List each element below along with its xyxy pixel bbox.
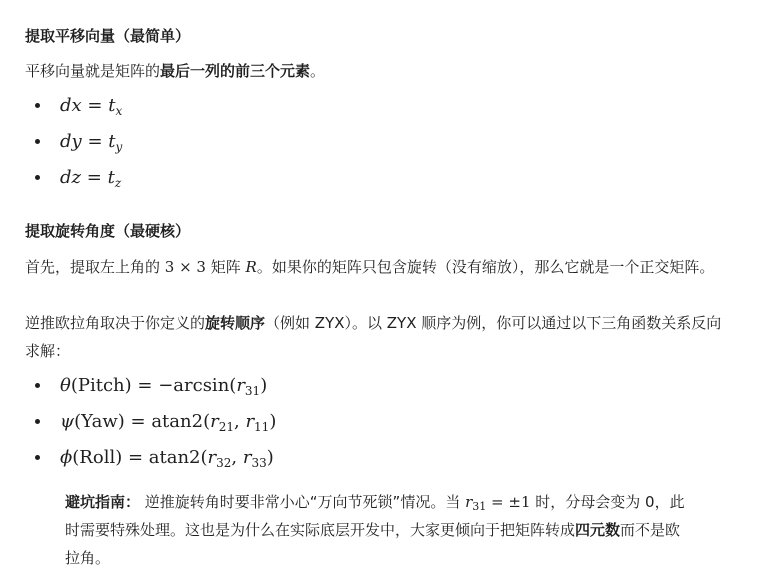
note-label: 避坑指南： bbox=[65, 493, 141, 511]
formula-rhs: = atan2( bbox=[124, 411, 211, 432]
formula-equals: = bbox=[87, 95, 103, 116]
formula-sub: 32 bbox=[216, 456, 232, 470]
formula-comma: , bbox=[233, 411, 246, 432]
list-item-yaw bbox=[0, 410, 700, 434]
section-heading-rotation: 提取旋转角度（最硬核） bbox=[25, 222, 191, 240]
formula-r: r bbox=[210, 411, 219, 432]
formula-close: ) bbox=[260, 375, 268, 396]
formula-comma: , bbox=[231, 447, 243, 468]
note-text-end: 而不是欧拉角。 bbox=[65, 521, 681, 567]
formula-close: ) bbox=[266, 447, 274, 468]
formula-var: t bbox=[107, 167, 115, 188]
note-text: 逆推旋转角时要非常小心“万向节死锁”情况。当 bbox=[140, 493, 466, 511]
formula-dy bbox=[60, 130, 122, 154]
note-math-r: r bbox=[465, 493, 473, 511]
list-item-roll bbox=[0, 446, 700, 470]
note-text-rest: 时，分母会变为 0，此时需要特殊处理。这也是为什么在实际底层开发中，大家更倾向于把矩阵转成 bbox=[65, 493, 685, 539]
formula-close: ) bbox=[269, 411, 277, 432]
p1-math-size: 3 × 3 bbox=[164, 258, 206, 276]
formula-r: r bbox=[242, 447, 252, 468]
list-item-dx bbox=[0, 94, 700, 118]
formula-sub: y bbox=[115, 140, 123, 154]
intro-suffix: 。 bbox=[310, 62, 326, 80]
p2-text-rest: （例如 ZYX）。以 ZYX 顺序为例，你可以通过以下三角函数关系反向求解： bbox=[25, 314, 722, 360]
formula-lhs: dx bbox=[60, 95, 82, 116]
formula-name: (Roll) bbox=[72, 447, 123, 468]
p1-text-rest: 。如果你的矩阵只包含旋转（没有缩放），那么它就是一个正交矩阵。 bbox=[256, 258, 715, 276]
bullet-dot bbox=[35, 175, 40, 180]
note-math-eq: = ±1 bbox=[486, 493, 531, 511]
formula-name: (Pitch) bbox=[70, 375, 132, 396]
formula-name: (Yaw) bbox=[74, 411, 125, 432]
intro-bold: 最后一列的前三个元素 bbox=[160, 62, 311, 80]
p1-text: 首先，提取左上角的 bbox=[25, 258, 165, 276]
intro-text: 平移向量就是矩阵的 bbox=[25, 62, 161, 80]
formula-sub: z bbox=[114, 176, 122, 190]
formula-equals: = bbox=[86, 167, 102, 188]
formula-sub: 21 bbox=[218, 420, 234, 434]
list-item-dy bbox=[0, 130, 700, 154]
formula-lhs: dy bbox=[60, 131, 82, 152]
formula-yaw bbox=[60, 410, 276, 434]
gimbal-lock-note bbox=[65, 488, 685, 572]
formula-equals: = bbox=[87, 131, 103, 152]
formula-roll bbox=[60, 446, 274, 470]
formula-sub: 11 bbox=[254, 420, 270, 434]
formula-sub: 33 bbox=[251, 456, 267, 470]
formula-rhs: = atan2( bbox=[122, 447, 208, 468]
section-heading-translation: 提取平移向量（最简单） bbox=[25, 27, 191, 45]
formula-rhs: = −arcsin( bbox=[131, 375, 237, 396]
note-bold-quaternion: 四元数 bbox=[575, 521, 621, 539]
formula-sub: x bbox=[115, 104, 123, 118]
formula-r: r bbox=[207, 447, 217, 468]
formula-r: r bbox=[245, 411, 255, 432]
formula-pitch bbox=[60, 374, 267, 398]
formula-var: t bbox=[108, 95, 116, 116]
formula-sub: 31 bbox=[244, 384, 261, 398]
formula-symbol: θ bbox=[60, 375, 71, 396]
list-item-pitch bbox=[0, 374, 700, 398]
list-item-dz bbox=[0, 166, 700, 190]
p2-bold: 旋转顺序 bbox=[205, 314, 266, 332]
rotation-paragraph-2 bbox=[25, 309, 725, 365]
formula-var: t bbox=[108, 131, 116, 152]
formula-r: r bbox=[236, 375, 245, 396]
formula-dz bbox=[60, 166, 121, 190]
p1-math-R: R bbox=[245, 258, 257, 276]
formula-dx bbox=[60, 94, 122, 118]
bullet-dot bbox=[35, 455, 40, 460]
formula-symbol: ψ bbox=[60, 411, 75, 432]
p2-text: 逆推欧拉角取决于你定义的 bbox=[25, 314, 206, 332]
note-math-sub: 31 bbox=[472, 500, 487, 513]
formula-symbol: ϕ bbox=[60, 447, 73, 468]
bullet-dot bbox=[35, 383, 40, 388]
p1-text-matrix: 矩阵 bbox=[205, 258, 246, 276]
bullet-dot bbox=[35, 419, 40, 424]
rotation-paragraph-1 bbox=[25, 253, 725, 281]
formula-lhs: dz bbox=[60, 167, 82, 188]
translation-intro bbox=[25, 57, 725, 85]
bullet-dot bbox=[35, 103, 40, 108]
bullet-dot bbox=[35, 139, 40, 144]
